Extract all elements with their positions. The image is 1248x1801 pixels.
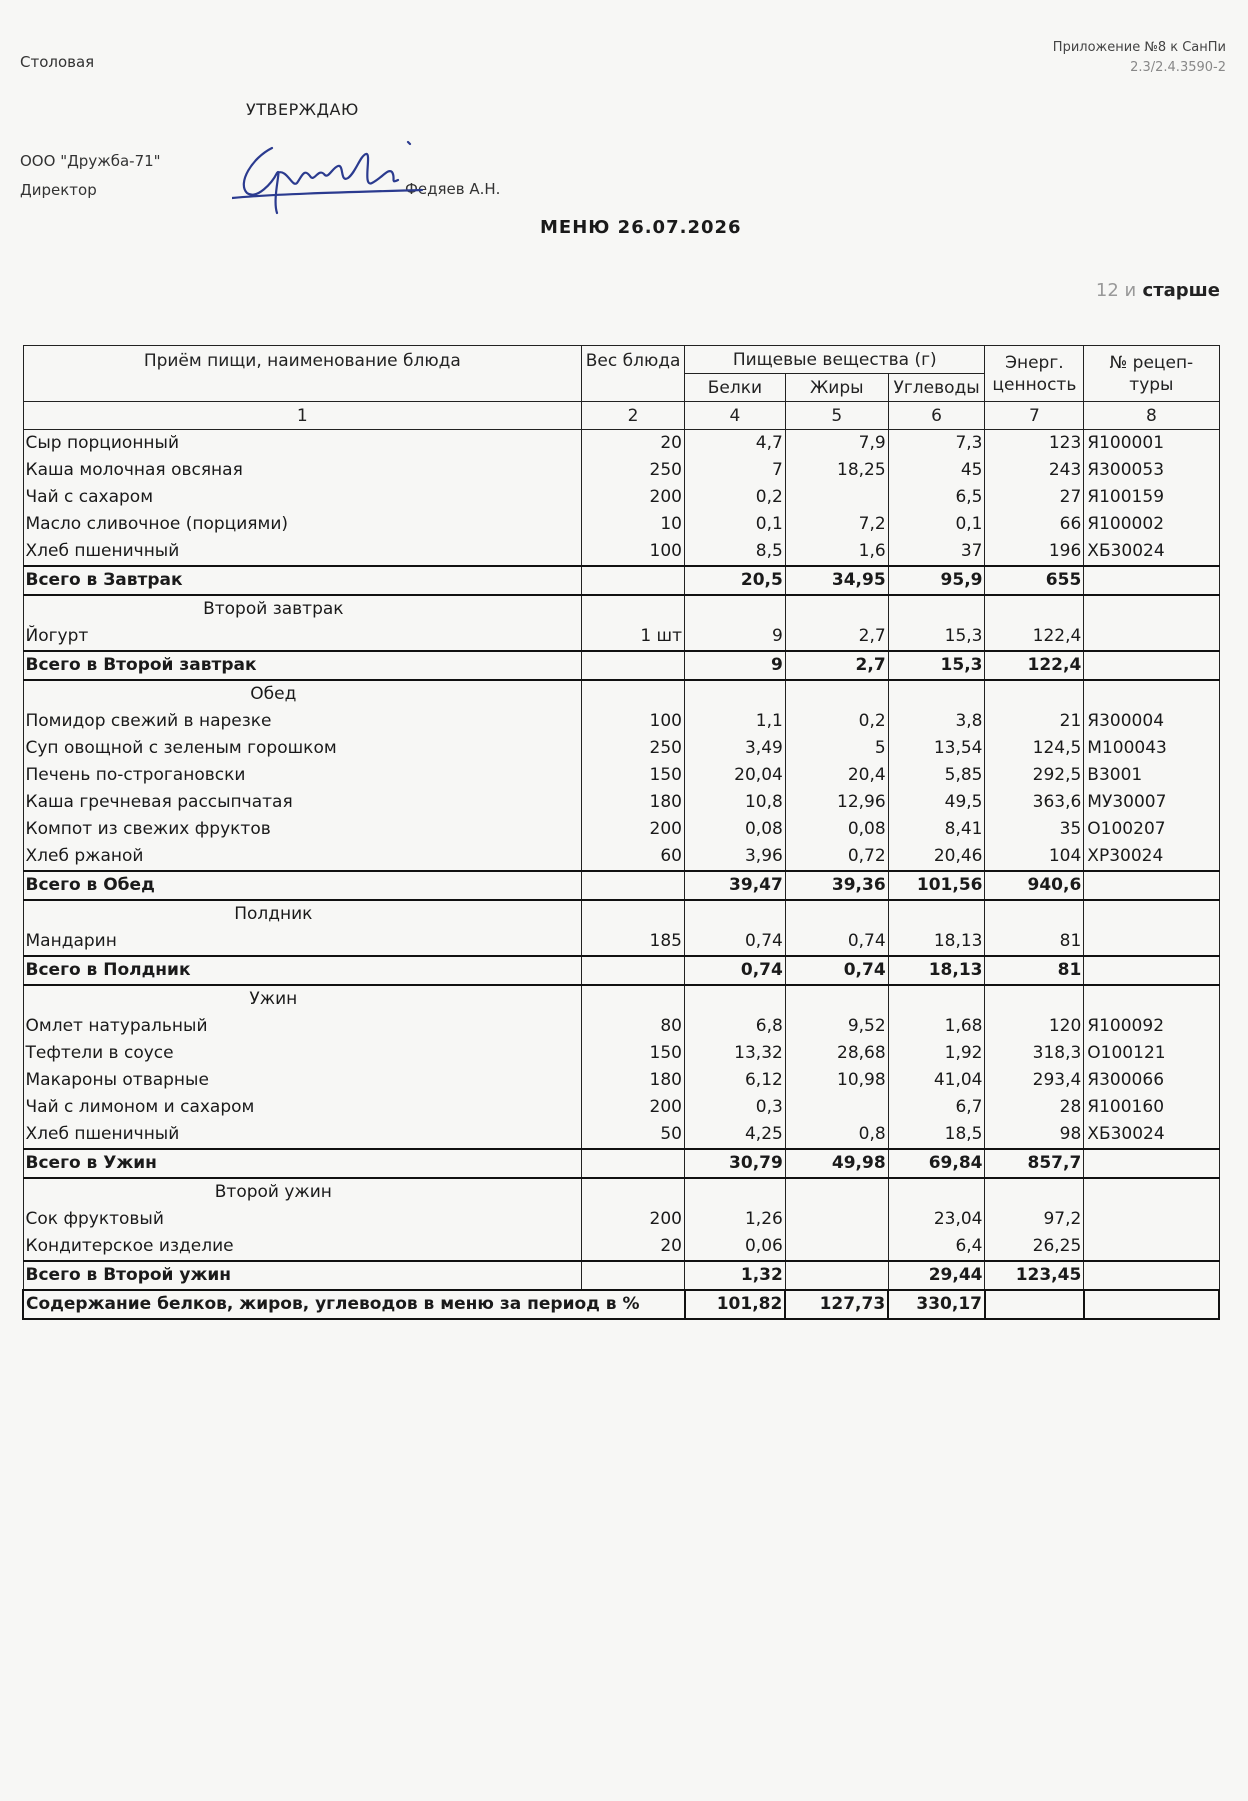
dish-recipe: Я300066 bbox=[1084, 1067, 1219, 1094]
empty-cell bbox=[888, 595, 985, 623]
dish-carbs: 23,04 bbox=[888, 1206, 985, 1233]
empty-cell bbox=[582, 680, 685, 708]
dish-protein: 1,1 bbox=[685, 708, 786, 735]
empty-cell bbox=[785, 680, 888, 708]
dish-row bbox=[23, 789, 1219, 816]
empty-cell bbox=[685, 595, 786, 623]
age-suffix: старше bbox=[1142, 280, 1220, 301]
dish-weight: 80 bbox=[582, 1013, 685, 1040]
dish-fat: 20,4 bbox=[785, 762, 888, 789]
col-number-8: 8 bbox=[1084, 402, 1219, 430]
col-number-7: 7 bbox=[985, 402, 1084, 430]
total-fat: 0,74 bbox=[785, 956, 888, 985]
dish-row bbox=[23, 484, 1219, 511]
dish-energy: 318,3 bbox=[985, 1040, 1084, 1067]
dish-name: Масло сливочное (порциями) bbox=[23, 511, 582, 538]
empty-cell bbox=[985, 595, 1084, 623]
dish-protein: 0,1 bbox=[685, 511, 786, 538]
dish-energy: 26,25 bbox=[985, 1233, 1084, 1261]
dish-energy: 363,6 bbox=[985, 789, 1084, 816]
dish-energy: 122,4 bbox=[985, 623, 1084, 651]
empty-cell bbox=[1084, 1178, 1219, 1206]
dish-carbs: 49,5 bbox=[888, 789, 985, 816]
dish-weight: 185 bbox=[582, 928, 685, 956]
empty-cell bbox=[1084, 985, 1219, 1013]
empty-cell bbox=[582, 956, 685, 985]
dish-recipe: Я100001 bbox=[1084, 430, 1219, 458]
menu-title: МЕНЮ 26.07.2026 bbox=[540, 217, 742, 238]
menu-body bbox=[23, 430, 1219, 1320]
dish-row bbox=[23, 1094, 1219, 1121]
dish-recipe: Я100160 bbox=[1084, 1094, 1219, 1121]
summary-fat: 127,73 bbox=[785, 1290, 888, 1319]
meal-header-row bbox=[23, 985, 1219, 1013]
col-recipe-header bbox=[1084, 346, 1219, 402]
dish-protein: 10,8 bbox=[685, 789, 786, 816]
dish-protein: 3,49 bbox=[685, 735, 786, 762]
col-dish-header: Приём пищи, наименование блюда bbox=[23, 346, 582, 402]
dish-name: Чай с лимоном и сахаром bbox=[23, 1094, 582, 1121]
dish-carbs: 18,13 bbox=[888, 928, 985, 956]
empty-cell bbox=[888, 680, 985, 708]
dish-row bbox=[23, 1067, 1219, 1094]
dish-weight: 50 bbox=[582, 1121, 685, 1149]
empty-cell bbox=[582, 566, 685, 595]
dish-weight: 250 bbox=[582, 735, 685, 762]
total-fat: 39,36 bbox=[785, 871, 888, 900]
total-energy: 655 bbox=[985, 566, 1084, 595]
signer-position: Директор bbox=[20, 181, 97, 199]
dish-energy: 293,4 bbox=[985, 1067, 1084, 1094]
dish-recipe: Я100092 bbox=[1084, 1013, 1219, 1040]
dish-row bbox=[23, 1013, 1219, 1040]
dish-protein: 20,04 bbox=[685, 762, 786, 789]
dish-weight: 200 bbox=[582, 816, 685, 843]
meal-header-row bbox=[23, 680, 1219, 708]
col-nutrients-header: Пищевые вещества (г) bbox=[685, 346, 985, 374]
dish-fat: 7,9 bbox=[785, 430, 888, 458]
dish-name: Помидор свежий в нарезке bbox=[23, 708, 582, 735]
dish-energy: 104 bbox=[985, 843, 1084, 871]
total-protein: 30,79 bbox=[685, 1149, 786, 1178]
dish-fat: 0,74 bbox=[785, 928, 888, 956]
total-energy: 857,7 bbox=[985, 1149, 1084, 1178]
dish-carbs: 37 bbox=[888, 538, 985, 566]
meal-name: Полдник bbox=[23, 900, 582, 928]
dish-energy: 28 bbox=[985, 1094, 1084, 1121]
dish-energy: 21 bbox=[985, 708, 1084, 735]
dish-protein: 6,12 bbox=[685, 1067, 786, 1094]
dish-name: Суп овощной с зеленым горошком bbox=[23, 735, 582, 762]
dish-carbs: 0,1 bbox=[888, 511, 985, 538]
dish-energy: 196 bbox=[985, 538, 1084, 566]
empty-cell bbox=[1084, 566, 1219, 595]
total-label: Всего в Обед bbox=[23, 871, 582, 900]
dish-fat: 18,25 bbox=[785, 457, 888, 484]
col-energy-header bbox=[985, 346, 1084, 402]
dish-row bbox=[23, 735, 1219, 762]
empty-cell bbox=[985, 680, 1084, 708]
empty-cell bbox=[582, 595, 685, 623]
dish-energy: 81 bbox=[985, 928, 1084, 956]
dish-carbs: 18,5 bbox=[888, 1121, 985, 1149]
dish-fat: 0,72 bbox=[785, 843, 888, 871]
dish-protein: 3,96 bbox=[685, 843, 786, 871]
dish-name: Печень по-строгановски bbox=[23, 762, 582, 789]
meal-total-row bbox=[23, 1261, 1219, 1290]
dish-row bbox=[23, 1040, 1219, 1067]
recipe-line-1: № рецеп- bbox=[1109, 352, 1194, 373]
empty-cell bbox=[685, 1178, 786, 1206]
empty-cell bbox=[1084, 651, 1219, 680]
org-name: ООО "Дружба-71" bbox=[20, 152, 161, 170]
col-number-6: 6 bbox=[888, 402, 985, 430]
dish-weight: 100 bbox=[582, 708, 685, 735]
dish-carbs: 41,04 bbox=[888, 1067, 985, 1094]
meal-header-row bbox=[23, 595, 1219, 623]
dish-energy: 124,5 bbox=[985, 735, 1084, 762]
total-label: Всего в Полдник bbox=[23, 956, 582, 985]
meal-total-row bbox=[23, 651, 1219, 680]
dish-protein: 0,3 bbox=[685, 1094, 786, 1121]
empty-cell bbox=[582, 871, 685, 900]
empty-cell bbox=[1084, 956, 1219, 985]
empty-cell bbox=[985, 1178, 1084, 1206]
empty-cell bbox=[985, 900, 1084, 928]
empty-cell bbox=[582, 1261, 685, 1290]
empty-cell bbox=[1084, 1261, 1219, 1290]
empty-cell bbox=[582, 900, 685, 928]
dish-carbs: 3,8 bbox=[888, 708, 985, 735]
dish-row bbox=[23, 928, 1219, 956]
appendix-line-1: Приложение №8 к СанПи bbox=[1052, 40, 1226, 55]
total-label: Всего в Завтрак bbox=[23, 566, 582, 595]
summary-row bbox=[23, 1290, 1219, 1319]
dish-fat bbox=[785, 1206, 888, 1233]
dish-name: Омлет натуральный bbox=[23, 1013, 582, 1040]
dish-carbs: 45 bbox=[888, 457, 985, 484]
org-type: Столовая bbox=[20, 53, 95, 71]
dish-fat: 10,98 bbox=[785, 1067, 888, 1094]
dish-carbs: 1,92 bbox=[888, 1040, 985, 1067]
meal-header-row bbox=[23, 900, 1219, 928]
dish-fat bbox=[785, 1094, 888, 1121]
total-carbs: 95,9 bbox=[888, 566, 985, 595]
dish-name: Хлеб пшеничный bbox=[23, 1121, 582, 1149]
total-energy: 81 bbox=[985, 956, 1084, 985]
approve-label: УТВЕРЖДАЮ bbox=[246, 100, 359, 119]
total-protein: 9 bbox=[685, 651, 786, 680]
signer-name: Федяев А.Н. bbox=[405, 180, 501, 198]
total-protein: 39,47 bbox=[685, 871, 786, 900]
dish-weight: 20 bbox=[582, 1233, 685, 1261]
dish-weight: 1 шт bbox=[582, 623, 685, 651]
col-number-4: 4 bbox=[685, 402, 786, 430]
meal-total-row bbox=[23, 956, 1219, 985]
total-fat: 49,98 bbox=[785, 1149, 888, 1178]
dish-energy: 27 bbox=[985, 484, 1084, 511]
dish-energy: 243 bbox=[985, 457, 1084, 484]
dish-carbs: 8,41 bbox=[888, 816, 985, 843]
dish-name: Сыр порционный bbox=[23, 430, 582, 458]
dish-carbs: 6,5 bbox=[888, 484, 985, 511]
dish-energy: 120 bbox=[985, 1013, 1084, 1040]
total-energy: 122,4 bbox=[985, 651, 1084, 680]
dish-energy: 35 bbox=[985, 816, 1084, 843]
dish-recipe: О100121 bbox=[1084, 1040, 1219, 1067]
dish-protein: 4,7 bbox=[685, 430, 786, 458]
total-label: Всего в Второй ужин bbox=[23, 1261, 582, 1290]
dish-fat: 0,08 bbox=[785, 816, 888, 843]
age-prefix: 12 и bbox=[1095, 280, 1137, 301]
summary-carbs: 330,17 bbox=[888, 1290, 985, 1319]
dish-recipe: ХБ30024 bbox=[1084, 1121, 1219, 1149]
dish-name: Каша гречневая рассыпчатая bbox=[23, 789, 582, 816]
dish-row bbox=[23, 708, 1219, 735]
dish-weight: 10 bbox=[582, 511, 685, 538]
empty-cell bbox=[985, 985, 1084, 1013]
dish-name: Хлеб ржаной bbox=[23, 843, 582, 871]
empty-cell bbox=[985, 1290, 1084, 1319]
dish-carbs: 20,46 bbox=[888, 843, 985, 871]
summary-protein: 101,82 bbox=[685, 1290, 786, 1319]
dish-recipe: М100043 bbox=[1084, 735, 1219, 762]
dish-weight: 180 bbox=[582, 789, 685, 816]
empty-cell bbox=[1084, 900, 1219, 928]
empty-cell bbox=[685, 680, 786, 708]
dish-row bbox=[23, 843, 1219, 871]
dish-protein: 0,2 bbox=[685, 484, 786, 511]
dish-fat: 2,7 bbox=[785, 623, 888, 651]
empty-cell bbox=[582, 1178, 685, 1206]
dish-fat: 12,96 bbox=[785, 789, 888, 816]
dish-recipe: ХБ30024 bbox=[1084, 538, 1219, 566]
dish-fat: 7,2 bbox=[785, 511, 888, 538]
dish-protein: 0,08 bbox=[685, 816, 786, 843]
total-protein: 1,32 bbox=[685, 1261, 786, 1290]
dish-energy: 123 bbox=[985, 430, 1084, 458]
dish-energy: 98 bbox=[985, 1121, 1084, 1149]
total-carbs: 15,3 bbox=[888, 651, 985, 680]
dish-carbs: 5,85 bbox=[888, 762, 985, 789]
dish-recipe: Я300053 bbox=[1084, 457, 1219, 484]
empty-cell bbox=[582, 651, 685, 680]
empty-cell bbox=[1084, 680, 1219, 708]
dish-name: Йогурт bbox=[23, 623, 582, 651]
dish-row bbox=[23, 762, 1219, 789]
total-fat: 2,7 bbox=[785, 651, 888, 680]
age-group bbox=[1096, 280, 1220, 301]
dish-protein: 1,26 bbox=[685, 1206, 786, 1233]
dish-name: Чай с сахаром bbox=[23, 484, 582, 511]
dish-recipe bbox=[1084, 623, 1219, 651]
empty-cell bbox=[785, 1178, 888, 1206]
dish-fat: 1,6 bbox=[785, 538, 888, 566]
empty-cell bbox=[1084, 1149, 1219, 1178]
dish-energy: 97,2 bbox=[985, 1206, 1084, 1233]
dish-recipe bbox=[1084, 928, 1219, 956]
menu-table bbox=[22, 345, 1220, 1320]
empty-cell bbox=[785, 985, 888, 1013]
dish-fat: 0,8 bbox=[785, 1121, 888, 1149]
dish-fat: 28,68 bbox=[785, 1040, 888, 1067]
dish-protein: 7 bbox=[685, 457, 786, 484]
empty-cell bbox=[785, 900, 888, 928]
recipe-line-2: туры bbox=[1129, 374, 1174, 395]
dish-weight: 180 bbox=[582, 1067, 685, 1094]
dish-weight: 200 bbox=[582, 1094, 685, 1121]
total-energy: 123,45 bbox=[985, 1261, 1084, 1290]
total-fat: 34,95 bbox=[785, 566, 888, 595]
meal-total-row bbox=[23, 1149, 1219, 1178]
dish-weight: 60 bbox=[582, 843, 685, 871]
energy-line-2: ценность bbox=[992, 374, 1077, 395]
dish-row bbox=[23, 1233, 1219, 1261]
dish-fat: 0,2 bbox=[785, 708, 888, 735]
meal-total-row bbox=[23, 871, 1219, 900]
dish-carbs: 6,7 bbox=[888, 1094, 985, 1121]
dish-recipe: О100207 bbox=[1084, 816, 1219, 843]
dish-protein: 4,25 bbox=[685, 1121, 786, 1149]
dish-row bbox=[23, 816, 1219, 843]
meal-header-row bbox=[23, 1178, 1219, 1206]
total-energy: 940,6 bbox=[985, 871, 1084, 900]
dish-energy: 66 bbox=[985, 511, 1084, 538]
total-label: Всего в Ужин bbox=[23, 1149, 582, 1178]
dish-row bbox=[23, 457, 1219, 484]
dish-carbs: 15,3 bbox=[888, 623, 985, 651]
dish-name: Каша молочная овсяная bbox=[23, 457, 582, 484]
empty-cell bbox=[888, 900, 985, 928]
dish-row bbox=[23, 1121, 1219, 1149]
dish-recipe: ХР30024 bbox=[1084, 843, 1219, 871]
dish-protein: 6,8 bbox=[685, 1013, 786, 1040]
dish-energy: 292,5 bbox=[985, 762, 1084, 789]
meal-name: Обед bbox=[23, 680, 582, 708]
dish-recipe: Я100159 bbox=[1084, 484, 1219, 511]
appendix-line-2: 2.3/2.4.3590-2 bbox=[1130, 60, 1226, 75]
dish-fat bbox=[785, 1233, 888, 1261]
dish-name: Тефтели в соусе bbox=[23, 1040, 582, 1067]
col-carbs-header: Углеводы bbox=[888, 374, 985, 402]
dish-protein: 0,74 bbox=[685, 928, 786, 956]
col-number-1: 1 bbox=[23, 402, 582, 430]
dish-weight: 150 bbox=[582, 1040, 685, 1067]
dish-recipe bbox=[1084, 1233, 1219, 1261]
col-fat-header: Жиры bbox=[785, 374, 888, 402]
dish-name: Сок фруктовый bbox=[23, 1206, 582, 1233]
meal-name: Ужин bbox=[23, 985, 582, 1013]
dish-carbs: 13,54 bbox=[888, 735, 985, 762]
dish-fat bbox=[785, 484, 888, 511]
dish-name: Кондитерское изделие bbox=[23, 1233, 582, 1261]
dish-weight: 100 bbox=[582, 538, 685, 566]
summary-label: Содержание белков, жиров, углеводов в меню за период в % bbox=[23, 1290, 685, 1319]
dish-row bbox=[23, 511, 1219, 538]
dish-name: Компот из свежих фруктов bbox=[23, 816, 582, 843]
dish-weight: 200 bbox=[582, 484, 685, 511]
dish-row bbox=[23, 430, 1219, 458]
dish-name: Хлеб пшеничный bbox=[23, 538, 582, 566]
empty-cell bbox=[888, 985, 985, 1013]
dish-carbs: 1,68 bbox=[888, 1013, 985, 1040]
col-number-5: 5 bbox=[785, 402, 888, 430]
dish-row bbox=[23, 623, 1219, 651]
dish-protein: 13,32 bbox=[685, 1040, 786, 1067]
col-weight-header: Вес блюда bbox=[582, 346, 685, 402]
meal-name: Второй ужин bbox=[23, 1178, 582, 1206]
total-carbs: 29,44 bbox=[888, 1261, 985, 1290]
dish-weight: 150 bbox=[582, 762, 685, 789]
dish-weight: 200 bbox=[582, 1206, 685, 1233]
empty-cell bbox=[685, 985, 786, 1013]
empty-cell bbox=[888, 1178, 985, 1206]
total-carbs: 101,56 bbox=[888, 871, 985, 900]
dish-recipe: МУ30007 bbox=[1084, 789, 1219, 816]
dish-protein: 8,5 bbox=[685, 538, 786, 566]
meal-total-row bbox=[23, 566, 1219, 595]
dish-fat: 9,52 bbox=[785, 1013, 888, 1040]
dish-fat: 5 bbox=[785, 735, 888, 762]
total-label: Всего в Второй завтрак bbox=[23, 651, 582, 680]
dish-recipe: Я100002 bbox=[1084, 511, 1219, 538]
dish-recipe bbox=[1084, 1206, 1219, 1233]
empty-cell bbox=[1084, 595, 1219, 623]
empty-cell bbox=[1084, 871, 1219, 900]
empty-cell bbox=[685, 900, 786, 928]
total-carbs: 18,13 bbox=[888, 956, 985, 985]
col-number-2: 2 bbox=[582, 402, 685, 430]
empty-cell bbox=[1084, 1290, 1219, 1319]
dish-carbs: 7,3 bbox=[888, 430, 985, 458]
col-protein-header: Белки bbox=[685, 374, 786, 402]
dish-weight: 20 bbox=[582, 430, 685, 458]
total-protein: 0,74 bbox=[685, 956, 786, 985]
dish-weight: 250 bbox=[582, 457, 685, 484]
dish-protein: 9 bbox=[685, 623, 786, 651]
dish-recipe: В3001 bbox=[1084, 762, 1219, 789]
meal-name: Второй завтрак bbox=[23, 595, 582, 623]
empty-cell bbox=[582, 1149, 685, 1178]
dish-name: Мандарин bbox=[23, 928, 582, 956]
total-protein: 20,5 bbox=[685, 566, 786, 595]
dish-row bbox=[23, 1206, 1219, 1233]
dish-recipe: Я300004 bbox=[1084, 708, 1219, 735]
dish-name: Макароны отварные bbox=[23, 1067, 582, 1094]
total-carbs: 69,84 bbox=[888, 1149, 985, 1178]
dish-protein: 0,06 bbox=[685, 1233, 786, 1261]
empty-cell bbox=[785, 595, 888, 623]
total-fat bbox=[785, 1261, 888, 1290]
energy-line-1: Энерг. bbox=[1005, 352, 1064, 373]
handwritten-signature bbox=[232, 128, 432, 218]
empty-cell bbox=[582, 985, 685, 1013]
dish-carbs: 6,4 bbox=[888, 1233, 985, 1261]
dish-row bbox=[23, 538, 1219, 566]
